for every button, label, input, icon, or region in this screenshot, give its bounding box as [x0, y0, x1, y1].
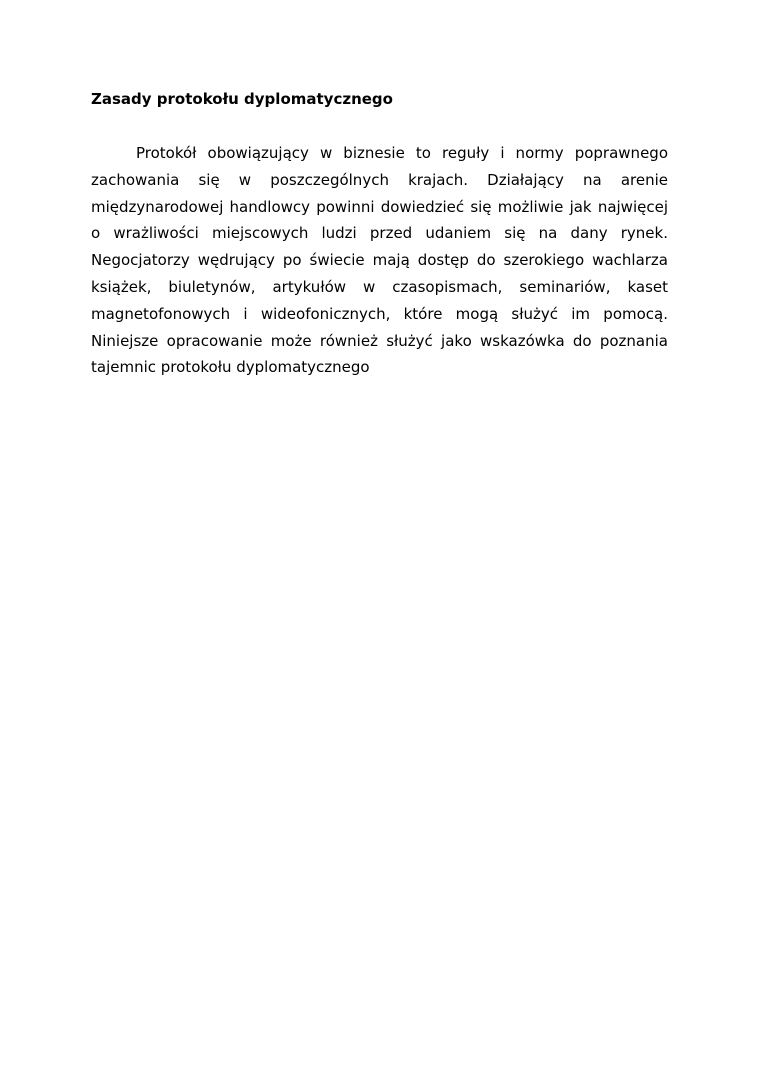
body-paragraph: Protokół obowiązujący w biznesie to reguły i normy poprawnego zachowania się w poszczególnych krajach. Działający na arenie międzynarodowej handlowcy powinni dowiedzieć się możliwie jak najwięcej o wrażliwości miejscowych ludzi przed udaniem się na dany rynek. Negocjatorzy wędrujący po świecie mają dostęp do szerokiego wachlarza książek, biuletynów, artykułów w czasopismach, seminariów, kaset magnetofonowych i wideofonicznych, które mogą służyć im pomocą. Niniejsze opracowanie może również służyć jako wskazówka do poznania tajemnic protokołu dyplomatycznego — [91, 144, 668, 377]
document-title: Zasady protokołu dyplomatycznego — [91, 90, 393, 108]
